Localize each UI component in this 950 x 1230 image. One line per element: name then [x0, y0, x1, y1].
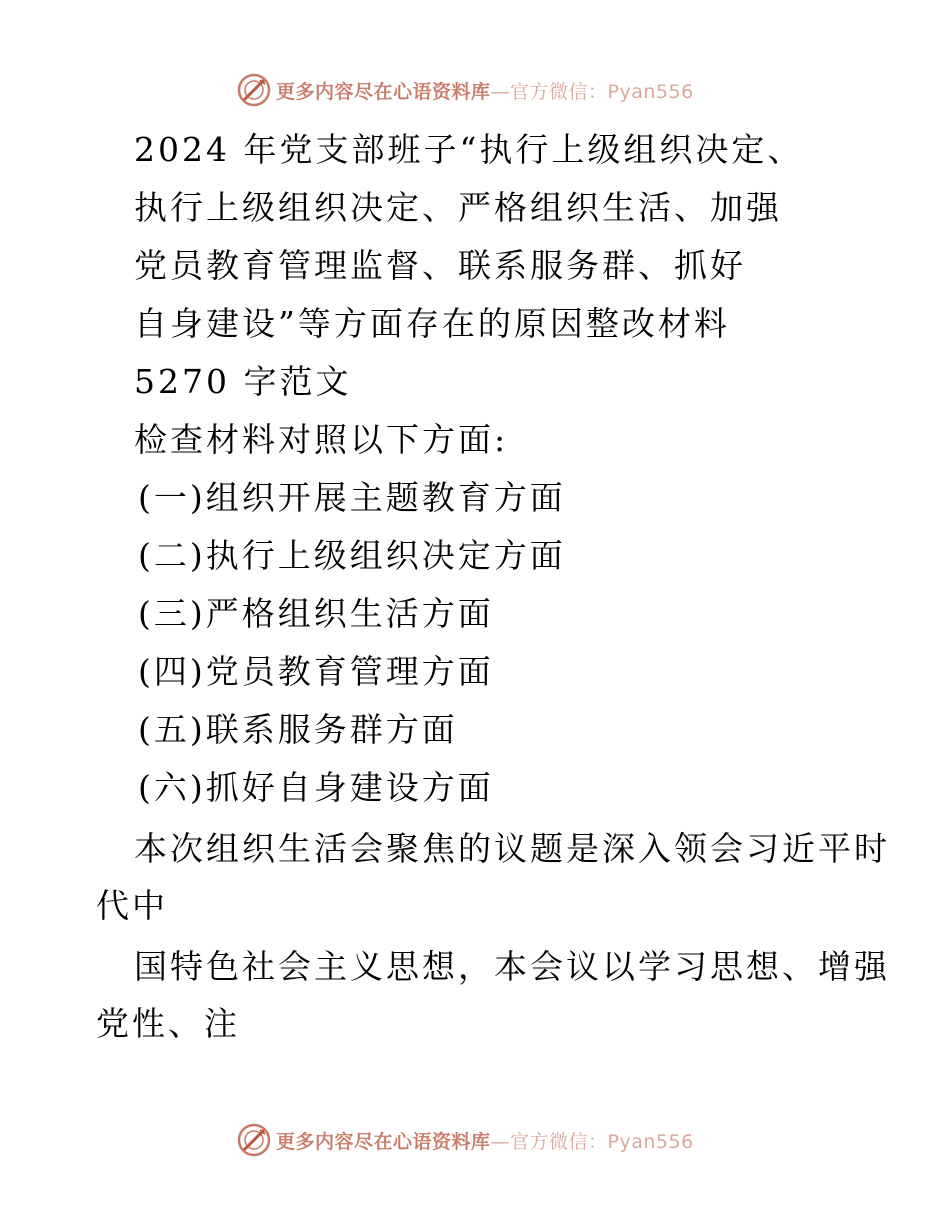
paragraph-line: 党性、注 — [96, 1004, 240, 1043]
paragraph-line: 代中 — [96, 886, 168, 925]
footer-watermark — [236, 1122, 694, 1158]
watermark-text: 更多内容尽在心语资料库—官方微信：Pyan556 — [276, 80, 694, 103]
watermark-text: 更多内容尽在心语资料库—官方微信：Pyan556 — [276, 1130, 694, 1153]
seal-logo-icon — [236, 72, 272, 108]
list-item: (五)联系服务群方面 — [138, 710, 458, 749]
list-item: (一)组织开展主题教育方面 — [138, 478, 566, 517]
list-item: (四)党员教育管理方面 — [138, 652, 494, 691]
paragraph-line: 本次组织生活会聚焦的议题是深入领会习近平时 — [134, 829, 890, 868]
title-line-1: 2024 年党支部班子“执行上级组织决定、 — [134, 130, 804, 169]
list-item: (三)严格组织生活方面 — [138, 594, 494, 633]
seal-logo-icon — [236, 1122, 272, 1158]
intro-line: 检查材料对照以下方面: — [134, 420, 509, 459]
title-line-4: 自身建设”等方面存在的原因整改材料 — [134, 304, 730, 343]
title-line-5: 5270 字范文 — [134, 362, 352, 401]
title-line-3: 党员教育管理监督、联系服务群、抓好 — [134, 246, 746, 285]
list-item: (二)执行上级组织决定方面 — [138, 536, 566, 575]
header-watermark — [236, 72, 694, 108]
list-item: (六)抓好自身建设方面 — [138, 768, 494, 807]
paragraph-line: 国特色社会主义思想，本会议以学习思想、增强 — [134, 947, 890, 986]
title-line-2: 执行上级组织决定、严格组织生活、加强 — [134, 188, 782, 227]
